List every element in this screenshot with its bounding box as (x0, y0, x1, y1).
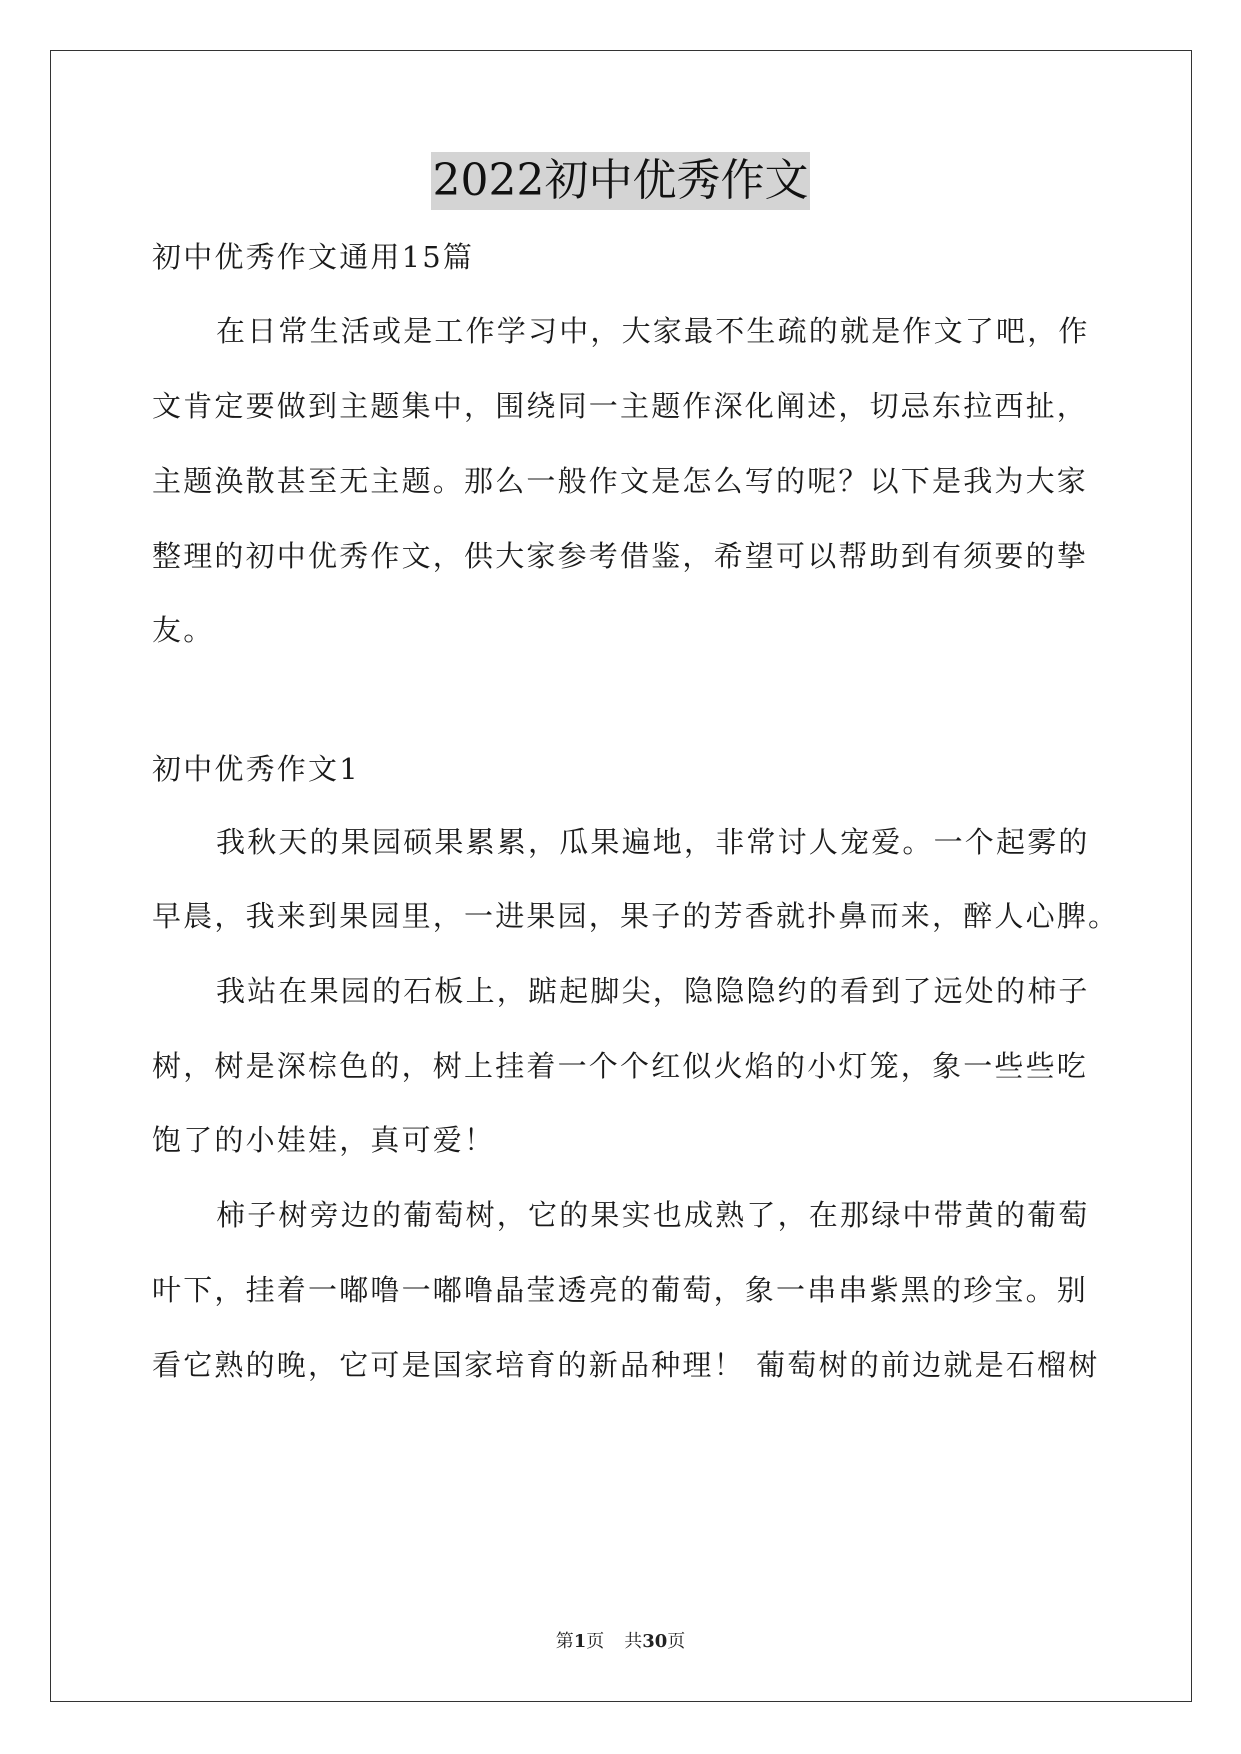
page-suffix: 页 (586, 1631, 605, 1652)
total-prefix: 共 (624, 1631, 643, 1652)
body-line: 我秋天的果园硕果累累，瓜果遍地，非常讨人宠爱。一个起雾的 (216, 825, 1090, 859)
document-title: 2022初中优秀作文 (431, 152, 811, 210)
total-suffix: 页 (667, 1631, 686, 1652)
page-border (50, 50, 1192, 1702)
title-container (0, 152, 1241, 210)
body-line: 树，树是深棕色的，树上挂着一个个红似火焰的小灯笼，象一些些吃 (152, 1049, 1089, 1083)
body-line: 饱了的小娃娃，真可爱！ (152, 1123, 496, 1157)
page-number: 1 (573, 1631, 587, 1652)
intro-line: 主题涣散甚至无主题。那么一般作文是怎么写的呢？以下是我为大家 (152, 464, 1089, 498)
intro-line: 在日常生活或是工作学习中，大家最不生疏的就是作文了吧，作 (216, 314, 1090, 348)
page-prefix: 第 (555, 1631, 574, 1652)
page-footer (0, 1630, 1241, 1654)
body-line: 柿子树旁边的葡萄树，它的果实也成熟了，在那绿中带黄的葡萄 (216, 1198, 1090, 1232)
body-line: 看它熟的晚，它可是国家培育的新品种理！ 葡萄树的前边就是石榴树 (152, 1348, 1100, 1382)
body-line: 早晨，我来到果园里，一进果园，果子的芳香就扑鼻而来，醉人心脾。 (152, 899, 1120, 933)
total-pages: 30 (642, 1631, 668, 1652)
intro-line: 文肯定要做到主题集中，围绕同一主题作深化阐述，切忌东拉西扯， (152, 389, 1089, 423)
document-subtitle: 初中优秀作文通用15篇 (152, 240, 475, 274)
section-heading: 初中优秀作文1 (152, 752, 360, 786)
intro-line: 友。 (152, 613, 215, 647)
body-line: 我站在果园的石板上，踮起脚尖，隐隐隐约的看到了远处的柿子 (216, 974, 1090, 1008)
intro-line: 整理的初中优秀作文，供大家参考借鉴，希望可以帮助到有须要的挚 (152, 539, 1089, 573)
body-line: 叶下，挂着一嘟噜一嘟噜晶莹透亮的葡萄，象一串串紫黑的珍宝。别 (152, 1273, 1089, 1307)
